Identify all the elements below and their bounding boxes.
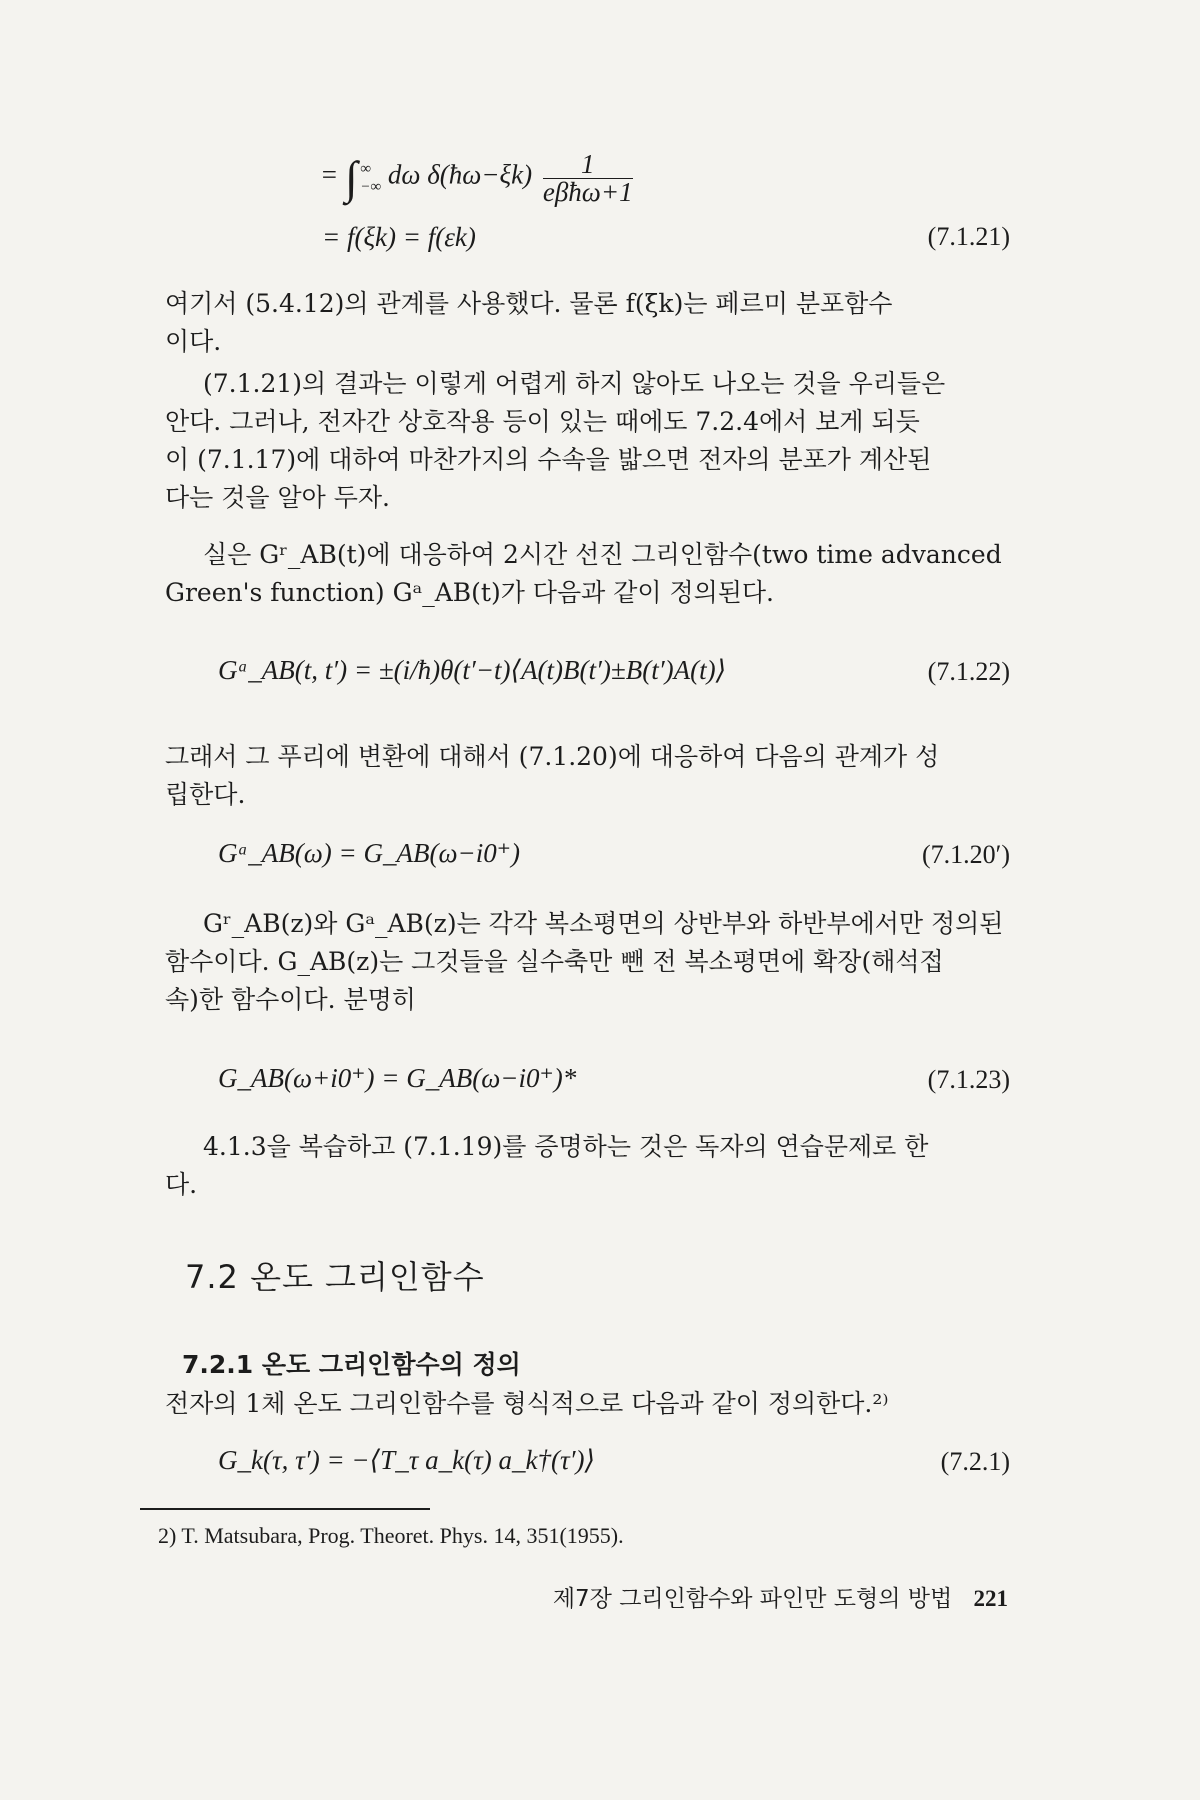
paragraph-fermi [165, 285, 1005, 361]
paragraph-complex-plane [165, 905, 1005, 1019]
text-line: 실은 Gʳ_AB(t)에 대응하여 2시간 선진 그리인함수(two time advanced [203, 540, 1002, 569]
text-line: Gʳ_AB(z)와 Gᵃ_AB(z)는 각각 복소평면의 상반부와 하반부에서만 정의된 [203, 909, 1004, 938]
paragraph-result [165, 365, 1005, 517]
equation-7-1-20-prime: Gᵃ_AB(ω) = G_AB(ω−i0⁺) [218, 838, 521, 868]
integral-upper-limit: ∞ [360, 160, 372, 177]
equation-result: = f(ξk) = f(εk) [322, 222, 476, 252]
integral-limits [360, 160, 381, 196]
text-line: Green's function) Gᵃ_AB(t)가 다음과 같이 정의된다. [165, 578, 774, 607]
equation-number-7-1-21: (7.1.21) [927, 222, 1010, 251]
text-line: 이 (7.1.17)에 대하여 마찬가지의 수속을 밟으면 전자의 분포가 계산된 [165, 445, 932, 474]
text-line: 다는 것을 알아 두자. [165, 483, 390, 512]
integral-sign: ∫ [344, 152, 358, 203]
paragraph-advanced [165, 536, 1005, 612]
paragraph-exercise [165, 1128, 1005, 1204]
text-line: 속)한 함수이다. 분명히 [165, 985, 416, 1014]
integral-body: dω δ(ħω−ξk) [387, 159, 533, 190]
fraction-denominator: eβħω+1 [542, 177, 633, 207]
page-number: 221 [973, 1586, 1008, 1611]
text-line: (7.1.21)의 결과는 이렇게 어렵게 하지 않아도 나오는 것을 우리들은 [203, 369, 946, 398]
equation-number-7-1-20-prime: (7.1.20′) [921, 840, 1010, 869]
text-line: 립한다. [165, 780, 246, 809]
text-line: 그래서 그 푸리에 변환에 대해서 (7.1.20)에 대응하여 다음의 관계가 성 [165, 742, 940, 771]
integral-lower-limit: −∞ [360, 178, 382, 195]
fraction-numerator: 1 [543, 150, 633, 179]
section-heading: 7.2 온도 그리인함수 [185, 1258, 485, 1296]
text-line: 4.1.3을 복습하고 (7.1.19)를 증명하는 것은 독자의 연습문제로 한 [203, 1132, 929, 1161]
equation-7-1-23: G_AB(ω+i0⁺) = G_AB(ω−i0⁺)* [218, 1063, 577, 1093]
fermi-fraction [543, 150, 633, 205]
text-line: 여기서 (5.4.12)의 관계를 사용했다. 물론 f(ξk)는 페르미 분포함수 [165, 289, 893, 318]
subsection-heading: 7.2.1 온도 그리인함수의 정의 [182, 1350, 521, 1379]
text-line: 전자의 1체 온도 그리인함수를 형식적으로 다음과 같이 정의한다.²⁾ [165, 1389, 889, 1418]
chapter-title: 제7장 그리인함수와 파인만 도형의 방법 [552, 1586, 953, 1612]
paragraph-definition [165, 1385, 1005, 1423]
page-footer [553, 1580, 1008, 1613]
footnote: 2) T. Matsubara, Prog. Theoret. Phys. 14, 351(1955). [158, 1523, 624, 1548]
text-line: 이다. [165, 327, 222, 356]
equation-integral [320, 150, 637, 205]
text-line: 안다. 그러나, 전자간 상호작용 등이 있는 때에도 7.2.4에서 보게 되듯 [165, 407, 920, 436]
text-line: 함수이다. G_AB(z)는 그것들을 실수축만 뺀 전 복소평면에 확장(해석접 [165, 947, 944, 976]
equation-7-2-1: G_k(τ, τ′) = −⟨T_τ a_k(τ) a_k†(τ′)⟩ [218, 1445, 596, 1475]
equation-number-7-1-23: (7.1.23) [927, 1065, 1010, 1094]
equation-number-7-1-22: (7.1.22) [927, 657, 1010, 686]
footnote-rule [140, 1508, 430, 1510]
equation-number-7-2-1: (7.2.1) [940, 1447, 1010, 1476]
equation-integral-prefix: = [320, 159, 339, 190]
text-line: 다. [165, 1170, 198, 1199]
paragraph-fourier [165, 738, 1005, 814]
equation-7-1-22: Gᵃ_AB(t, t′) = ±(i/ħ)θ(t′−t)⟨A(t)B(t′)±B(t′)A(t)⟩ [218, 655, 727, 685]
